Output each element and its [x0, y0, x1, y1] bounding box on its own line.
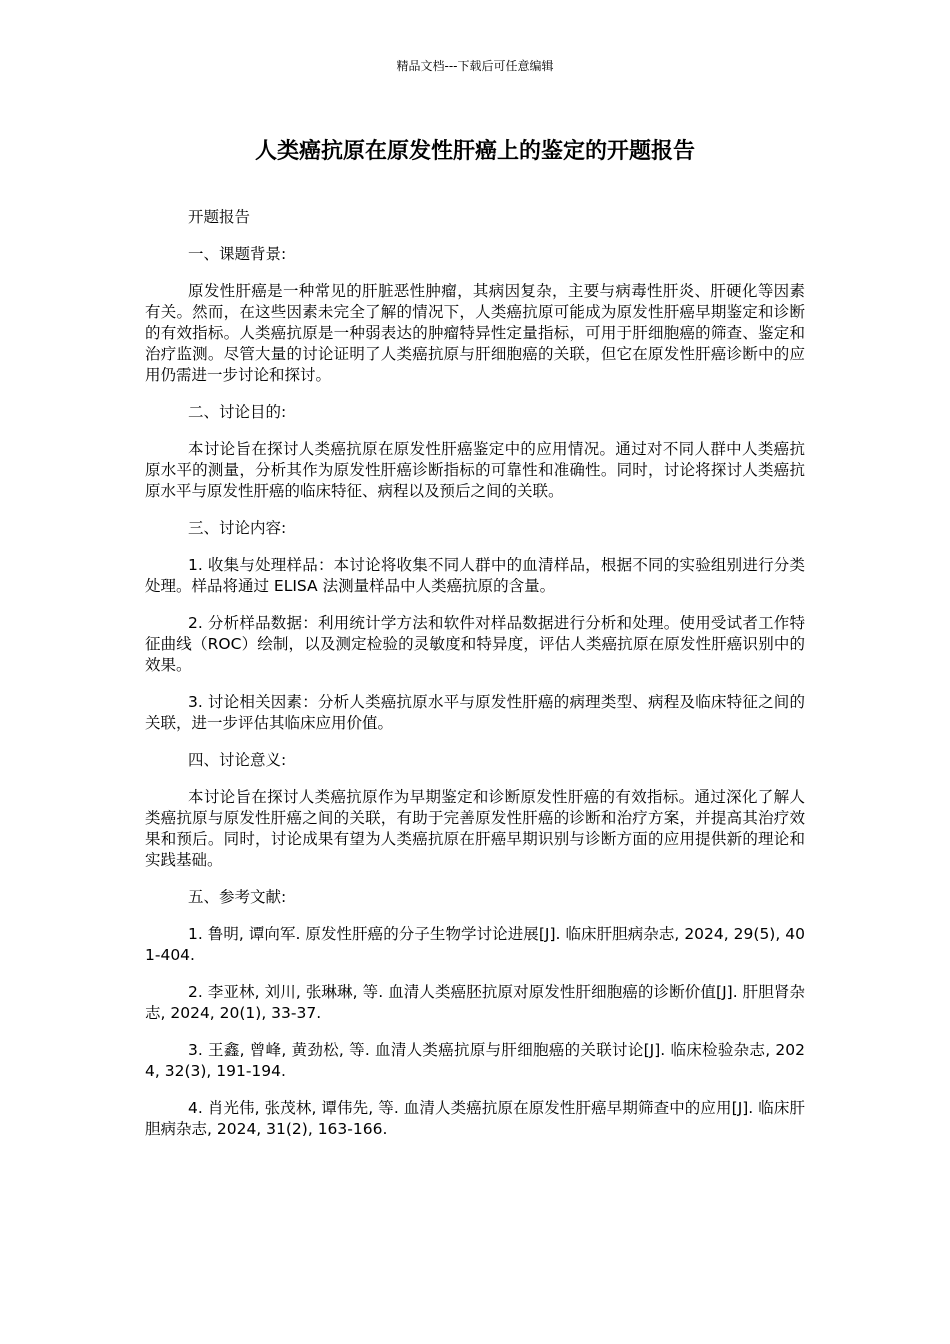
- section-heading-background: 一、课题背景:: [188, 245, 287, 263]
- paragraph-significance: 本讨论旨在探讨人类癌抗原作为早期鉴定和诊断原发性肝癌的有效指标。通过深化了解人类癌抗原与原发性肝癌之间的关联，有助于完善原发性肝癌的诊断和治疗方案，并提高其治疗效果和预后。同时，讨论成果有望为人类癌抗原在肝癌早期识别与诊断方面的应用提供新的理论和实践基础。: [145, 788, 805, 869]
- content-item-1: 1. 收集与处理样品：本讨论将收集不同人群中的血清样品，根据不同的实验组别进行分类处理。样品将通过 ELISA 法测量样品中人类癌抗原的含量。: [145, 556, 805, 595]
- report-label: 开题报告: [188, 208, 251, 226]
- reference-item-3: 3. 王鑫, 曾峰, 黄劲松, 等. 血清人类癌抗原与肝细胞癌的关联讨论[J]. 临床检验杂志, 2024, 32(3), 191-194.: [145, 1041, 805, 1080]
- paragraph-background: 原发性肝癌是一种常见的肝脏恶性肿瘤，其病因复杂，主要与病毒性肝炎、肝硬化等因素有关。然而，在这些因素未完全了解的情况下，人类癌抗原可能成为原发性肝癌早期鉴定和诊断的有效指标。人类癌抗原是一种弱表达的肿瘤特异性定量指标，可用于肝细胞癌的筛查、鉴定和治疗监测。尽管大量的讨论证明了人类癌抗原与肝细胞癌的关联，但它在原发性肝癌诊断中的应用仍需进一步讨论和探讨。: [145, 282, 805, 384]
- section-heading-purpose: 二、讨论目的:: [188, 403, 287, 421]
- content-item-3: 3. 讨论相关因素：分析人类癌抗原水平与原发性肝癌的病理类型、病程及临床特征之间的关联，进一步评估其临床应用价值。: [145, 693, 805, 732]
- reference-item-2: 2. 李亚林, 刘川, 张琳琳, 等. 血清人类癌胚抗原对原发性肝细胞癌的诊断价值[J]. 肝胆肾杂志, 2024, 20(1), 33-37.: [145, 983, 805, 1022]
- document-body: [145, 207, 805, 1156]
- section-heading-references: 五、参考文献:: [188, 888, 287, 906]
- reference-item-4: 4. 肖光伟, 张茂林, 谭伟先, 等. 血清人类癌抗原在原发性肝癌早期筛查中的应用[J]. 临床肝胆病杂志, 2024, 31(2), 163-166.: [145, 1099, 805, 1138]
- section-heading-content: 三、讨论内容:: [188, 519, 287, 537]
- document-title: 人类癌抗原在原发性肝癌上的鉴定的开题报告: [254, 139, 695, 164]
- paragraph-purpose: 本讨论旨在探讨人类癌抗原在原发性肝癌鉴定中的应用情况。通过对不同人群中人类癌抗原水平的测量，分析其作为原发性肝癌诊断指标的可靠性和准确性。同时，讨论将探讨人类癌抗原水平与原发性肝癌的临床特征、病程以及预后之间的关联。: [145, 440, 805, 500]
- reference-item-1: 1. 鲁明, 谭向军. 原发性肝癌的分子生物学讨论进展[J]. 临床肝胆病杂志, 2024, 29(5), 401-404.: [145, 925, 805, 964]
- page-header-watermark: 精品文档---下载后可任意编辑: [396, 59, 554, 73]
- content-item-2: 2. 分析样品数据：利用统计学方法和软件对样品数据进行分析和处理。使用受试者工作特征曲线（ROC）绘制，以及测定检验的灵敏度和特异度，评估人类癌抗原在原发性肝癌识别中的效果。: [145, 614, 805, 674]
- section-heading-significance: 四、讨论意义:: [188, 751, 287, 769]
